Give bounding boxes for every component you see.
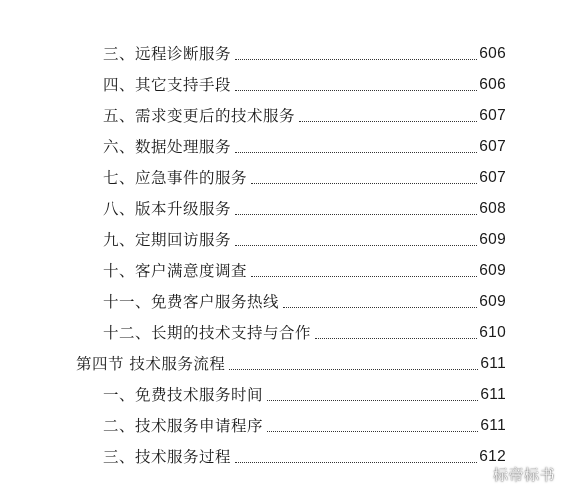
toc-entry-page: 611 xyxy=(480,355,506,372)
toc-entry-page: 606 xyxy=(479,76,506,93)
toc-entry-title: 一、免费技术服务时间 xyxy=(103,386,264,404)
toc-entry-page: 612 xyxy=(479,448,506,465)
wechat-icon xyxy=(467,466,489,484)
toc-entry-page: 609 xyxy=(479,231,506,248)
toc-entry-page: 609 xyxy=(479,262,506,279)
toc-entry xyxy=(103,257,506,281)
toc-entry-title: 八、版本升级服务 xyxy=(103,200,232,218)
toc-leader-dots xyxy=(251,183,477,184)
toc-entry-page: 608 xyxy=(479,200,506,217)
toc-entry-page: 607 xyxy=(479,138,506,155)
toc-entry-page: 611 xyxy=(480,417,506,434)
toc-leader-dots xyxy=(235,245,477,246)
toc-entry xyxy=(103,443,506,467)
toc-entry-title: 三、远程诊断服务 xyxy=(103,45,232,63)
toc-leader-dots xyxy=(267,400,478,401)
toc-entry xyxy=(103,288,506,312)
toc-entry-title: 七、应急事件的服务 xyxy=(103,169,248,187)
toc-leader-dots xyxy=(229,369,478,370)
toc-leader-dots xyxy=(251,276,477,277)
toc-entry-title: 十二、长期的技术支持与合作 xyxy=(103,324,312,342)
toc-entry xyxy=(103,102,506,126)
toc-entry-title: 六、数据处理服务 xyxy=(103,138,232,156)
toc-entry xyxy=(103,133,506,157)
toc-entry-title: 十一、免费客户服务热线 xyxy=(103,293,280,311)
toc-entry-title: 二、技术服务申请程序 xyxy=(103,417,264,435)
toc-leader-dots xyxy=(299,121,477,122)
toc-entry-page: 610 xyxy=(479,324,506,341)
toc-entry xyxy=(103,412,506,436)
toc-leader-dots xyxy=(315,338,477,339)
toc-leader-dots xyxy=(283,307,477,308)
watermark-text: 标帝标书 xyxy=(492,466,555,484)
toc-entry xyxy=(103,71,506,95)
toc-entry xyxy=(103,195,506,219)
toc-leader-dots xyxy=(267,431,478,432)
watermark xyxy=(467,464,555,485)
toc-leader-dots xyxy=(235,462,477,463)
toc-entry-page: 607 xyxy=(479,169,506,186)
toc-entry-page: 609 xyxy=(479,293,506,310)
toc-entry-title: 五、需求变更后的技术服务 xyxy=(103,107,296,125)
toc-entry-title: 十、客户满意度调查 xyxy=(103,262,248,280)
toc-leader-dots xyxy=(235,59,477,60)
toc-entry-page: 606 xyxy=(479,45,506,62)
toc-leader-dots xyxy=(235,90,477,91)
toc-leader-dots xyxy=(235,152,477,153)
toc-section-entry xyxy=(76,350,506,374)
toc-entry-title: 四、其它支持手段 xyxy=(103,76,232,94)
toc-entry xyxy=(103,226,506,250)
toc-entry-page: 611 xyxy=(480,386,506,403)
toc-entry-title: 三、技术服务过程 xyxy=(103,448,232,466)
toc-entry-page: 607 xyxy=(479,107,506,124)
toc-entry xyxy=(103,164,506,188)
toc-leader-dots xyxy=(235,214,477,215)
toc-entry xyxy=(103,319,506,343)
toc-entry-title: 第四节 技术服务流程 xyxy=(76,355,226,373)
toc-entry-title: 九、定期回访服务 xyxy=(103,231,232,249)
toc-entry xyxy=(103,40,506,64)
toc-entry xyxy=(103,381,506,405)
